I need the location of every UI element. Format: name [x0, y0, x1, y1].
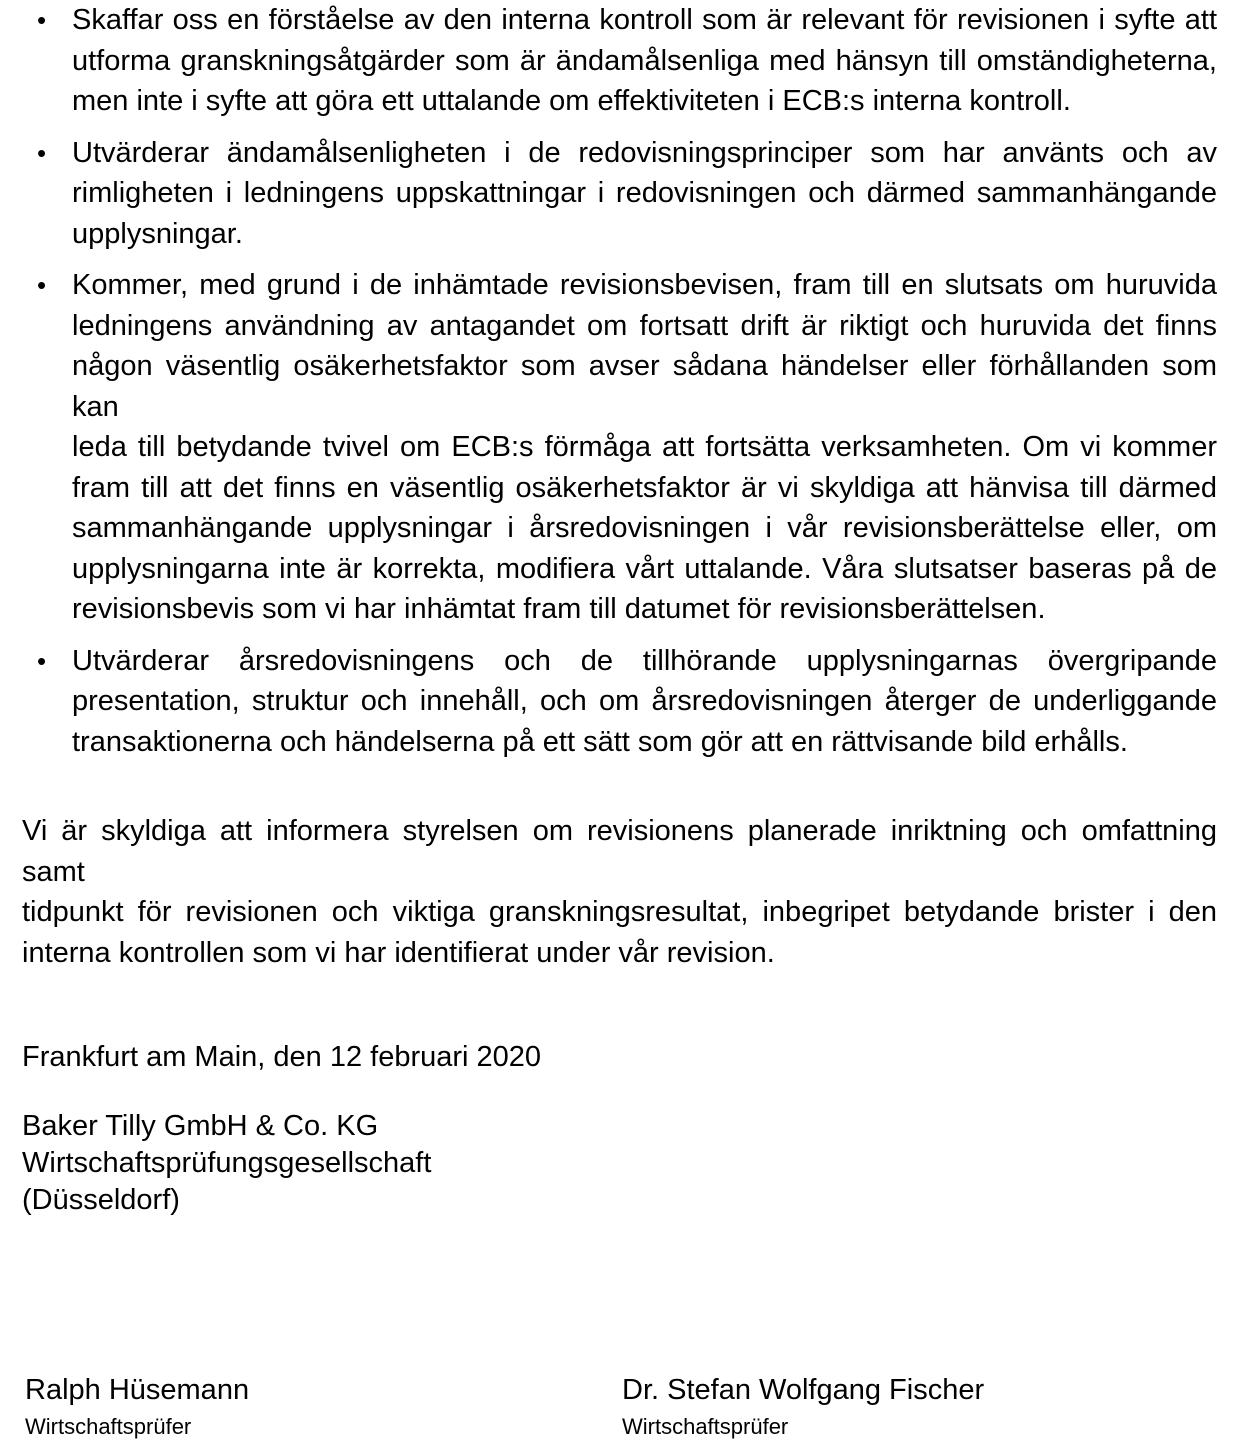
firm-block: [22, 1108, 1217, 1219]
signer-name: Ralph Hüsemann: [25, 1373, 250, 1406]
text-line: någon väsentlig osäkerhetsfaktor som avser sådana händelser eller förhållanden som kan: [72, 350, 1217, 423]
text-line: Utvärderar ändamålsenligheten i de redovisningsprinciper som har använts och av: [72, 136, 1217, 169]
signer-name: Dr. Stefan Wolfgang Fischer: [622, 1373, 985, 1406]
text-line: Baker Tilly GmbH & Co. KG: [22, 1109, 379, 1142]
text-line: utforma granskningsåtgärder som är ändamålsenliga med hänsyn till omständigheterna,: [72, 44, 1217, 77]
text-line: Vi är skyldiga att informera styrelsen om revisionens planerade inriktning och omfattning samt: [22, 815, 1217, 888]
text-line: revisionsbevis som vi har inhämtat fram till datumet för revisionsberättelsen.: [72, 593, 1046, 625]
bullet-icon: •: [37, 5, 47, 35]
bullet-icon: •: [37, 645, 47, 676]
text-line: leda till betydande tvivel om ECB:s förmåga att fortsätta verksamheten. Om vi kommer: [72, 431, 1217, 463]
text-line: rimligheten i ledningens uppskattningar i redovisningen och därmed sammanhängande: [72, 177, 1217, 209]
text-line: transaktionerna och händelserna på ett sätt som gör att en rättvisande bild erhålls.: [72, 725, 1128, 758]
text-line: Utvärderar årsredovisningens och de tillhörande upplysningarnas övergripande: [72, 644, 1217, 677]
signer-title: Wirtschaftsprüfer: [622, 1413, 789, 1439]
bullet-item: [22, 265, 1217, 630]
bullet-text: [72, 641, 1217, 763]
text-line: upplysningarna inte är korrekta, modifiera vårt uttalande. Våra slutsatser baseras på de: [72, 552, 1217, 585]
bullet-text: [72, 0, 1217, 122]
text-line: Kommer, med grund i de inhämtade revisionsbevisen, fram till en slutsats om huruvida: [72, 269, 1217, 301]
bullet-text: [72, 265, 1217, 630]
bullet-list: [22, 0, 1217, 762]
text-line: men inte i syfte att göra ett uttalande om effektiviteten i ECB:s interna kontroll.: [72, 85, 1071, 117]
signature-block: [22, 1370, 622, 1441]
bullet-item: [22, 133, 1217, 255]
text-line: ledningens användning av antagandet om fortsatt drift är riktigt och huruvida det finns: [72, 309, 1217, 342]
bullet-icon: •: [37, 270, 47, 300]
text-line: fram till att det finns en väsentlig osäkerhetsfaktor är vi skyldiga att hänvisa till därmed: [72, 471, 1217, 504]
signature-row: [22, 1370, 1217, 1441]
text-line: tidpunkt för revisionen och viktiga granskningsresultat, inbegripet betydande brister i den: [22, 896, 1217, 928]
text-line: (Düsseldorf): [22, 1183, 180, 1216]
bullet-item: [22, 0, 1217, 122]
closing-paragraph: [22, 811, 1217, 973]
signature-block: [622, 1370, 984, 1441]
dateline: Frankfurt am Main, den 12 februari 2020: [22, 1041, 542, 1073]
text-line: upplysningar.: [72, 217, 243, 250]
text-line: sammanhängande upplysningar i årsredovisningen i vår revisionsberättelse eller, om: [72, 512, 1217, 544]
text-line: Wirtschaftsprüfungsgesellschaft: [22, 1146, 432, 1179]
signer-title: Wirtschaftsprüfer: [25, 1413, 192, 1439]
text-line: presentation, struktur och innehåll, och om årsredovisningen återger de underliggande: [72, 685, 1217, 717]
text-line: interna kontrollen som vi har identifierat under vår revision.: [22, 936, 775, 969]
bullet-icon: •: [37, 137, 47, 168]
text-line: Skaffar oss en förståelse av den interna kontroll som är relevant för revisionen i syfte att: [72, 4, 1217, 36]
bullet-item: [22, 641, 1217, 763]
bullet-text: [72, 133, 1217, 255]
